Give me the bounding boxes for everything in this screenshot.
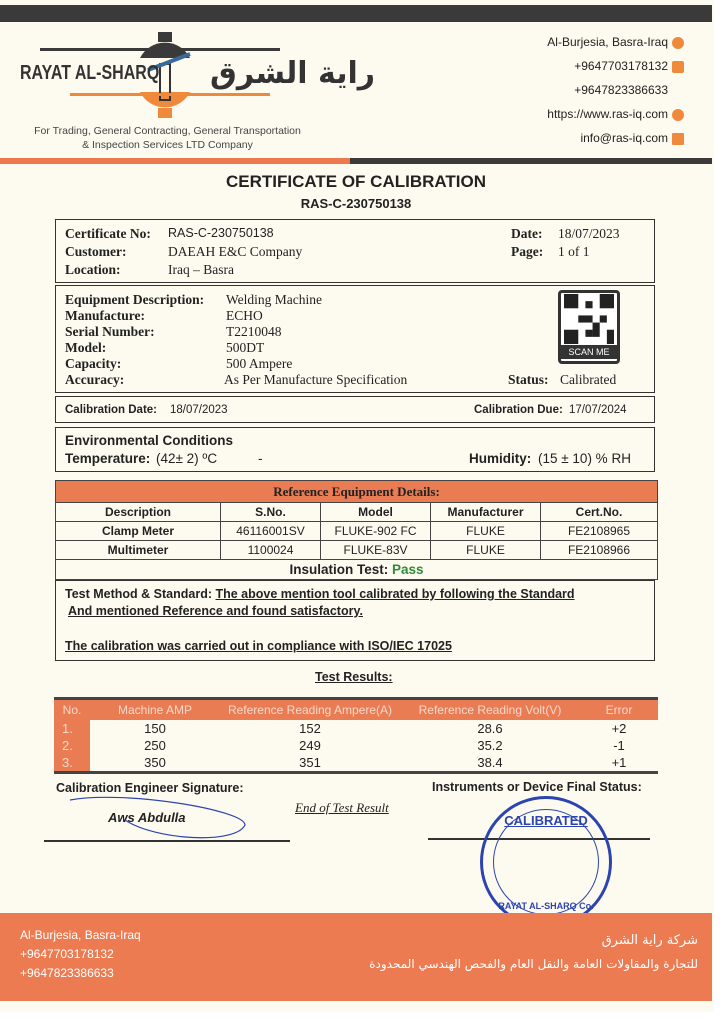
test-method-text-2: And mentioned Reference and found satisfactory.	[68, 604, 363, 618]
cell-manufacturer: FLUKE	[431, 541, 541, 560]
insulation-test-row	[56, 560, 658, 580]
cell-model: FLUKE-83V	[321, 541, 431, 560]
status-value: Calibrated	[560, 372, 617, 387]
cell-no: 2.	[54, 737, 90, 754]
footer-phone-2: +9647823386633	[20, 966, 114, 980]
cell-description: Clamp Meter	[56, 522, 221, 541]
cell-error: +1	[611, 755, 627, 770]
table-row	[56, 522, 658, 541]
column-header: Model	[321, 503, 431, 522]
test-method-text-1: The above mention tool calibrated by following the Standard	[215, 587, 575, 601]
environment-title: Environmental Conditions	[65, 433, 234, 448]
status-label: Status:	[508, 372, 549, 387]
column-header: No.	[54, 700, 90, 720]
compliance-statement: The calibration was carried out in compliance with ISO/IEC 17025	[65, 639, 452, 653]
column-header: Manufacturer	[431, 503, 541, 522]
location-value: Iraq – Basra	[168, 262, 234, 277]
equipment-desc-value: Welding Machine	[226, 292, 323, 307]
cell-no: 1.	[54, 720, 90, 737]
model-value: 500DT	[226, 340, 265, 355]
signature-line	[44, 840, 290, 842]
email-link[interactable]: info@ras-iq.com	[580, 131, 668, 145]
manufacture-label: Manufacture:	[65, 308, 145, 323]
contact-email[interactable]	[580, 131, 684, 145]
cell-machine-amp: 250	[144, 738, 166, 753]
divider-dark	[350, 158, 712, 164]
calibration-dates-box	[55, 396, 655, 423]
model-label: Model:	[65, 340, 107, 355]
column-header: Reference Reading Ampere(A)	[220, 700, 400, 720]
cell-error: -1	[613, 738, 625, 753]
test-method-label: Test Method & Standard:	[65, 587, 212, 601]
cell-description: Multimeter	[56, 541, 221, 560]
logo-text-en: RAYAT AL-SHARQ	[20, 62, 160, 84]
end-of-test-result: End of Test Result	[295, 800, 389, 815]
accuracy-value: As Per Manufacture Specification	[224, 372, 408, 387]
tagline-line-2: & Inspection Services LTD Company	[82, 139, 253, 151]
cell-serial: 1100024	[221, 541, 321, 560]
footer	[0, 913, 712, 1001]
mail-icon	[672, 133, 684, 145]
divider-orange	[0, 158, 350, 164]
contact-text: +9647703178132	[574, 59, 668, 73]
cell-cert-no: FE2108966	[541, 541, 658, 560]
phone-icon	[672, 61, 684, 73]
cert-no-value: RAS-C-230750138	[168, 226, 274, 240]
equipment-box	[55, 285, 655, 393]
cell-ref-ampere: 249	[299, 738, 321, 753]
capacity-value: 500 Ampere	[226, 356, 293, 371]
column-header: Description	[56, 503, 221, 522]
calibration-date-value: 18/07/2023	[170, 404, 228, 416]
contact-text: +9647823386633	[574, 83, 668, 97]
test-results-table	[54, 700, 658, 771]
table-row	[54, 720, 658, 737]
signature-label: Calibration Engineer Signature:	[56, 781, 244, 795]
engineer-name: Aws Abdulla	[108, 810, 186, 825]
page-label: Page:	[511, 244, 544, 259]
calibration-date-label: Calibration Date:	[65, 404, 158, 416]
cell-ref-volt: 38.4	[477, 755, 503, 770]
cell-ref-ampere: 351	[299, 755, 321, 770]
top-bar	[0, 5, 712, 22]
column-header: Error	[580, 700, 658, 720]
logo-wings	[40, 48, 280, 51]
qr-code-icon	[561, 294, 617, 344]
test-results-title: Test Results:	[315, 670, 393, 684]
globe-icon	[672, 109, 684, 121]
table-row	[56, 541, 658, 560]
tagline-line-1: For Trading, General Contracting, General Transportation	[34, 125, 301, 137]
stamp-ring-text: RAYAT AL-SHARQ Co.	[498, 901, 594, 911]
temperature-label: Temperature:	[65, 451, 151, 466]
document-title: CERTIFICATE OF CALIBRATION	[225, 172, 486, 191]
humidity-value: (15 ± 10) % RH	[538, 451, 631, 466]
footer-phone-1: +9647703178132	[20, 947, 114, 961]
footer-address: Al-Burjesia, Basra-Iraq	[20, 928, 141, 942]
location-icon	[672, 37, 684, 49]
contact-phone-2	[574, 83, 668, 97]
contact-text: Al-Burjesia, Basra-Iraq	[547, 35, 668, 49]
footer-arabic-tagline: للتجارة والمقاولات العامة والنقل العام والفحص الهندسي المحدودة	[369, 957, 698, 971]
page-value: 1 of 1	[558, 244, 590, 259]
column-header: Reference Reading Volt(V)	[400, 700, 580, 720]
location-label: Location:	[65, 262, 121, 277]
reference-title: Reference Equipment Details:	[56, 481, 658, 503]
calibration-due-value: 17/07/2024	[569, 404, 627, 416]
date-label: Date:	[511, 226, 543, 241]
customer-value: DAEAH E&C Company	[168, 244, 303, 259]
reference-table	[55, 480, 658, 580]
column-header: Machine AMP	[90, 700, 220, 720]
test-results-section	[54, 697, 658, 774]
contact-phone-1	[574, 59, 684, 73]
company-tagline	[20, 124, 315, 152]
website-link[interactable]: https://www.ras-iq.com	[547, 107, 668, 121]
contact-address	[547, 35, 684, 49]
qr-code[interactable]	[558, 290, 620, 364]
cell-manufacturer: FLUKE	[431, 522, 541, 541]
environment-box	[55, 427, 655, 472]
final-status-label: Instruments or Device Final Status:	[432, 780, 642, 794]
cell-machine-amp: 150	[144, 721, 166, 736]
company-stamp	[480, 796, 612, 928]
stamp-calibrated-text: CALIBRATED	[504, 813, 588, 828]
certificate-info-box	[55, 219, 655, 283]
manufacture-value: ECHO	[226, 308, 263, 323]
cert-no-label: Certificate No:	[65, 226, 151, 241]
logo-wings-orange	[70, 93, 270, 96]
customer-label: Customer:	[65, 244, 127, 259]
certificate-code: RAS-C-230750138	[300, 196, 412, 211]
cell-machine-amp: 350	[144, 755, 166, 770]
scan-me-label: SCAN ME	[561, 345, 617, 359]
table-header-row	[56, 503, 658, 522]
equipment-desc-label: Equipment Description:	[65, 292, 205, 307]
date-value: 18/07/2023	[558, 226, 620, 241]
serial-value: T2210048	[226, 324, 282, 339]
capacity-label: Capacity:	[65, 356, 122, 371]
cell-ref-volt: 35.2	[477, 738, 503, 753]
humidity-label: Humidity:	[469, 451, 532, 466]
insulation-result: Pass	[392, 562, 424, 577]
table-row	[54, 754, 658, 771]
test-method-box	[55, 580, 655, 661]
footer-arabic-name: شركة راية الشرق	[601, 933, 698, 948]
cell-ref-volt: 28.6	[477, 721, 503, 736]
cell-error: +2	[611, 721, 627, 736]
cell-no: 3.	[54, 754, 90, 771]
cell-cert-no: FE2108965	[541, 522, 658, 541]
column-header: Cert.No.	[541, 503, 658, 522]
table-header-row	[54, 700, 658, 720]
separator-dash: -	[258, 451, 263, 466]
cell-serial: 46116001SV	[221, 522, 321, 541]
logo-text-ar: راية الشرق	[210, 56, 376, 91]
temperature-value: (42± 2) ºC	[156, 451, 218, 466]
table-row	[54, 737, 658, 754]
reference-equipment-section	[55, 480, 658, 580]
calibration-due-label: Calibration Due:	[474, 404, 563, 416]
serial-label: Serial Number:	[65, 324, 155, 339]
contact-website[interactable]	[547, 107, 684, 121]
cell-model: FLUKE-902 FC	[321, 522, 431, 541]
insulation-label: Insulation Test:	[289, 562, 389, 577]
column-header: S.No.	[221, 503, 321, 522]
accuracy-label: Accuracy:	[65, 372, 125, 387]
cell-ref-ampere: 152	[299, 721, 321, 736]
